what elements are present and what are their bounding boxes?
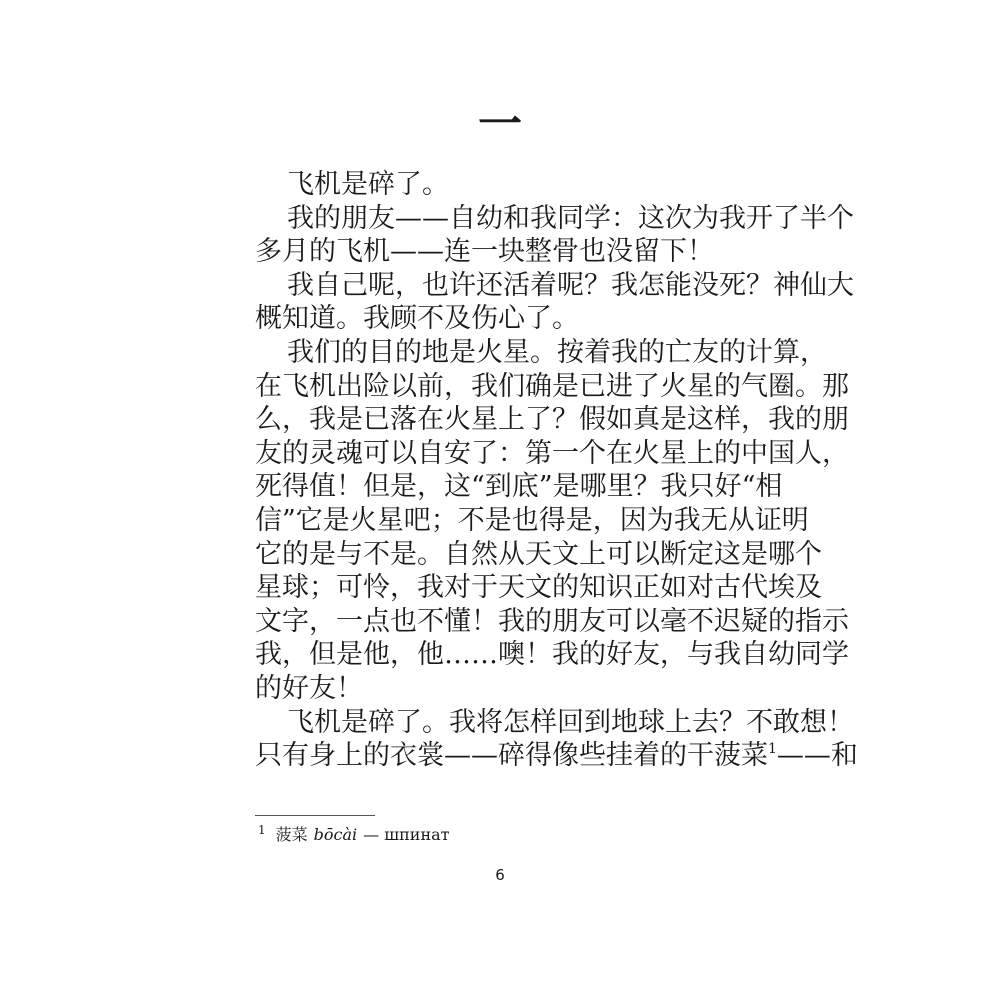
text-line: 飞机是碎了。我将怎样回到地球上去？不敢想！ [287, 706, 854, 738]
page-number: 6 [495, 866, 505, 884]
chapter-title: 一 [478, 99, 522, 150]
text-line: 友的灵魂可以自安了：第一个在火星上的中国人， [255, 437, 849, 469]
footnote-dash: — [363, 825, 380, 844]
text-segment: 只有身上的衣裳——碎得像些挂着的干菠菜 [255, 740, 768, 772]
body-text [255, 168, 858, 773]
text-line: 死得值！但是，这“到底”是哪里？我只好“相 [255, 471, 783, 503]
footnote-translation: шпинат [384, 825, 450, 844]
text-line: 文字，一点也不懂！我的朋友可以毫不迟疑的指示 [255, 605, 849, 637]
text-line: 飞机是碎了。 [287, 169, 449, 200]
text-line: 么，我是已落在火星上了？假如真是这样，我的朋 [255, 404, 849, 436]
footnote-term: 菠菜 [275, 825, 308, 844]
text-line: 多月的飞机——连一块整骨也没留下！ [255, 236, 714, 268]
text-line: 在飞机出险以前，我们确是已进了火星的气圈。那 [255, 370, 849, 402]
text-line: 信”它是火星吧；不是也得是，因为我无从证明 [255, 504, 809, 536]
footnote-rule [255, 815, 375, 816]
footnote [258, 822, 450, 848]
text-line: 概知道。我顾不及伤心了。 [255, 303, 579, 335]
footnote-marker: 1 [258, 823, 266, 837]
footnote-pinyin: bōcài [313, 825, 358, 844]
text-line [255, 739, 858, 773]
text-line: 我的朋友——自幼和我同学：这次为我开了半个 [287, 202, 854, 234]
text-segment: ——和 [776, 740, 858, 772]
text-line: 它的是与不是。自然从天文上可以断定这是哪个 [255, 538, 822, 570]
text-line: 我自己呢，也许还活着呢？我怎能没死？神仙大 [287, 269, 854, 301]
footnote-ref[interactable]: 1 [768, 741, 777, 758]
text-line: 的好友！ [255, 672, 363, 704]
text-line: 我们的目的地是火星。按着我的亡友的计算， [287, 336, 827, 368]
text-line: 我，但是他，他……噢！我的好友，与我自幼同学 [255, 639, 849, 671]
text-line: 星球；可怜，我对于天文的知识正如对古代埃及 [255, 572, 822, 604]
